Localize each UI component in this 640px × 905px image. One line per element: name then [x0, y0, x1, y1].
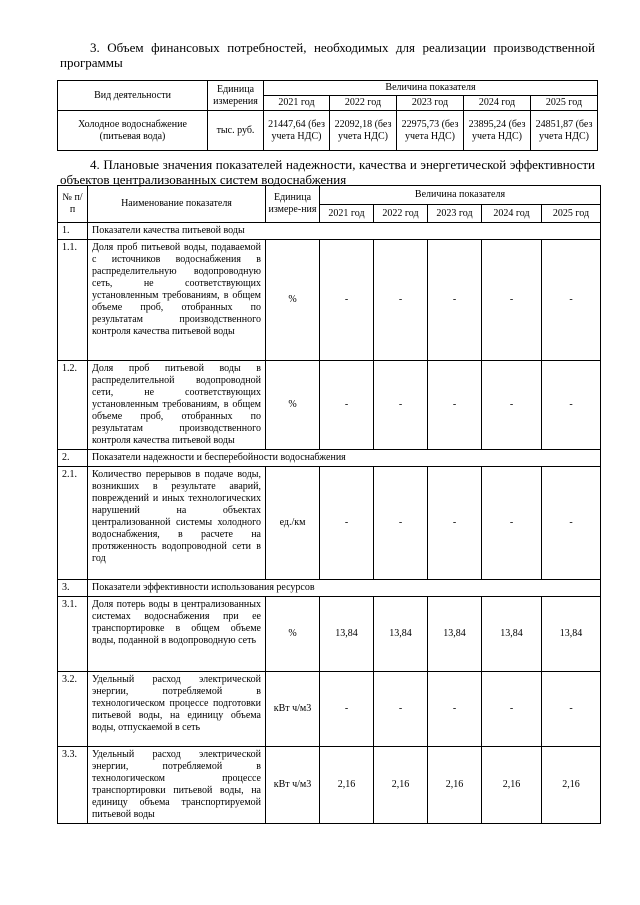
- year-header: 2025 год: [531, 96, 598, 111]
- row-name: Доля проб питьевой воды, подаваемой с источников водоснабжения в распределительную водопроводную сеть, не соответствующих установленным требованиям, в общем объеме проб, отобранных по результатам производственного контроля качества питьевой воды: [88, 240, 266, 361]
- row-unit: ед./км: [266, 467, 320, 580]
- value-cell: -: [542, 361, 601, 450]
- year-header: 2021 год: [264, 96, 330, 111]
- row-num: 1.2.: [58, 361, 88, 450]
- value-cell: 2,16: [428, 747, 482, 824]
- table-row: [58, 111, 598, 151]
- financial-needs-table: [57, 80, 598, 151]
- row-unit: кВт ч/м3: [266, 672, 320, 747]
- col-unit-header: Единица измере-ния: [266, 186, 320, 223]
- row-num: 3.1.: [58, 597, 88, 672]
- value-cell: -: [320, 361, 374, 450]
- activity-cell: Холодное водоснабжение (питьевая вода): [58, 111, 208, 151]
- row-unit: %: [266, 361, 320, 450]
- row-unit: кВт ч/м3: [266, 747, 320, 824]
- row-unit: %: [266, 240, 320, 361]
- value-cell: 13,84: [482, 597, 542, 672]
- year-header: 2023 год: [397, 96, 464, 111]
- table-row: [58, 597, 601, 672]
- row-name: Доля проб питьевой воды в распределительной водопроводной сети, не соответствующих установленным требованиям, в общем объеме проб, отобранных по результатам производственного контроля качества питьевой воды: [88, 361, 266, 450]
- value-cell: -: [428, 240, 482, 361]
- row-num: 3.3.: [58, 747, 88, 824]
- value-cell: -: [482, 361, 542, 450]
- year-header: 2021 год: [320, 205, 374, 223]
- value-cell: -: [482, 240, 542, 361]
- table-row: [58, 747, 601, 824]
- col-activity-header: Вид деятельности: [58, 81, 208, 111]
- row-name: Удельный расход электрической энергии, потребляемой в технологическом процессе подготовки питьевой воды, на единицу объема воды, отпускаемой в сеть: [88, 672, 266, 747]
- value-cell: -: [428, 672, 482, 747]
- value-cell: -: [320, 672, 374, 747]
- value-cell: 21447,64 (без учета НДС): [264, 111, 330, 151]
- value-cell: -: [374, 240, 428, 361]
- value-cell: -: [482, 467, 542, 580]
- value-cell: -: [428, 361, 482, 450]
- section-num: 2.: [58, 450, 88, 467]
- section3-heading: 3. Объем финансовых потребностей, необходимых для реализации производственной программы: [60, 40, 595, 70]
- year-header: 2024 год: [482, 205, 542, 223]
- row-num: 2.1.: [58, 467, 88, 580]
- row-unit: %: [266, 597, 320, 672]
- table-row: [58, 672, 601, 747]
- col-name-header: Наименование показателя: [88, 186, 266, 223]
- section-row: [58, 223, 601, 240]
- year-header: 2022 год: [330, 96, 397, 111]
- year-header: 2023 год: [428, 205, 482, 223]
- row-name: Удельный расход электрической энергии, потребляемой в технологическом процессе транспортировки питьевой воды, на единицу объема транспортируемой питьевой воды: [88, 747, 266, 824]
- table-row: [58, 467, 601, 580]
- col-num-header: № п/п: [58, 186, 88, 223]
- value-cell: 2,16: [542, 747, 601, 824]
- year-header: 2022 год: [374, 205, 428, 223]
- section-row: [58, 450, 601, 467]
- value-cell: 13,84: [542, 597, 601, 672]
- col-value-header: Величина показателя: [264, 81, 598, 96]
- row-name: Количество перерывов в подаче воды, возникших в результате аварий, повреждений и иных технологических нарушений на объектах централизованной системы холодного водоснабжения, в расчете на протяженность водопроводной сети в год: [88, 467, 266, 580]
- value-cell: 13,84: [320, 597, 374, 672]
- value-cell: 22975,73 (без учета НДС): [397, 111, 464, 151]
- row-num: 3.2.: [58, 672, 88, 747]
- value-cell: 24851,87 (без учета НДС): [531, 111, 598, 151]
- section-title: Показатели эффективности использования ресурсов: [88, 580, 601, 597]
- unit-cell: тыс. руб.: [208, 111, 264, 151]
- value-cell: -: [320, 467, 374, 580]
- value-cell: -: [542, 672, 601, 747]
- table-row: [58, 361, 601, 450]
- value-cell: -: [542, 240, 601, 361]
- value-cell: 2,16: [320, 747, 374, 824]
- section-num: 1.: [58, 223, 88, 240]
- year-header: 2024 год: [464, 96, 531, 111]
- value-cell: 13,84: [374, 597, 428, 672]
- value-cell: -: [320, 240, 374, 361]
- value-cell: -: [542, 467, 601, 580]
- section-title: Показатели надежности и бесперебойности водоснабжения: [88, 450, 601, 467]
- col-value-header: Величина показателя: [320, 186, 601, 205]
- table-row: [58, 240, 601, 361]
- value-cell: -: [374, 672, 428, 747]
- indicators-table: [57, 185, 601, 824]
- col-unit-header: Единица измерения: [208, 81, 264, 111]
- value-cell: -: [374, 361, 428, 450]
- value-cell: 2,16: [374, 747, 428, 824]
- section-title: Показатели качества питьевой воды: [88, 223, 601, 240]
- value-cell: -: [374, 467, 428, 580]
- year-header: 2025 год: [542, 205, 601, 223]
- value-cell: -: [482, 672, 542, 747]
- section-row: [58, 580, 601, 597]
- section-num: 3.: [58, 580, 88, 597]
- section4-heading: 4. Плановые значения показателей надежности, качества и энергетической эффективности объектов централизованных систем водоснабжения: [60, 157, 595, 187]
- row-name: Доля потерь воды в централизованных системах водоснабжения при ее транспортировке в общем объеме воды, поданной в водопроводную сеть: [88, 597, 266, 672]
- row-num: 1.1.: [58, 240, 88, 361]
- value-cell: 2,16: [482, 747, 542, 824]
- value-cell: 22092,18 (без учета НДС): [330, 111, 397, 151]
- value-cell: 13,84: [428, 597, 482, 672]
- value-cell: -: [428, 467, 482, 580]
- value-cell: 23895,24 (без учета НДС): [464, 111, 531, 151]
